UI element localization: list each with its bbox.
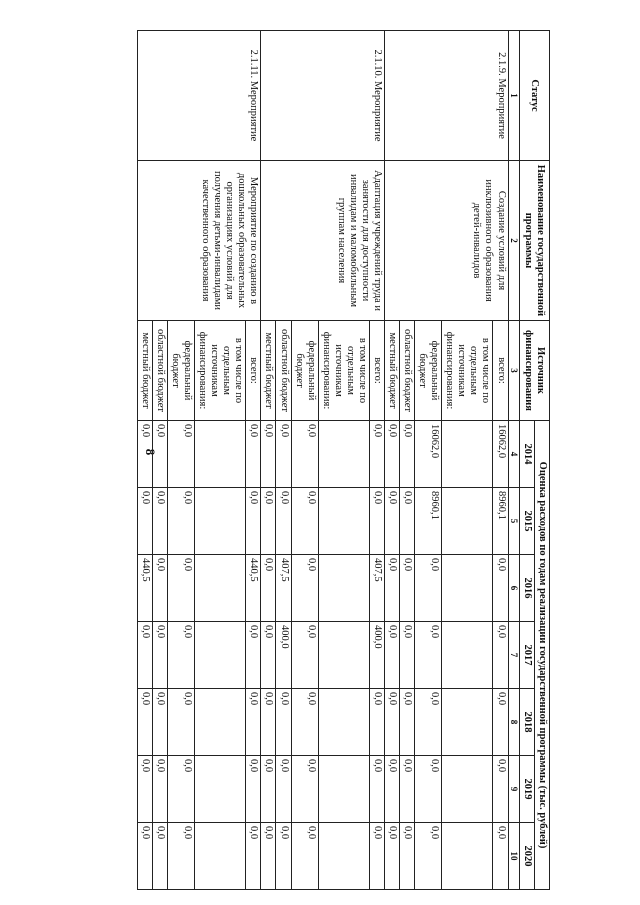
- value-cell: [442, 756, 493, 823]
- column-index: 3: [508, 321, 519, 421]
- value-cell: [318, 421, 369, 488]
- value-cell: 440,5: [246, 555, 261, 622]
- value-cell: [318, 823, 369, 890]
- value-cell: 0,0: [246, 421, 261, 488]
- budget-table: [137, 30, 550, 890]
- value-cell: 0,0: [167, 488, 194, 555]
- value-cell: [442, 488, 493, 555]
- value-cell: 8960,1: [493, 488, 508, 555]
- source-cell: областной бюджет: [400, 321, 415, 421]
- status-cell: 2.1.11. Мероприятие: [137, 31, 261, 161]
- source-cell: федеральный бюджет: [167, 321, 194, 421]
- value-cell: 0,0: [369, 689, 384, 756]
- header-year: 2015: [519, 488, 534, 555]
- value-cell: 0,0: [369, 488, 384, 555]
- value-cell: 0,0: [261, 689, 276, 756]
- source-cell: местный бюджет: [384, 321, 399, 421]
- value-cell: 0,0: [167, 823, 194, 890]
- value-cell: 0,0: [384, 756, 399, 823]
- program-name-cell: Адаптация учреждений труда и занятости для доступности инвалидам и маломобильным группам населения: [261, 161, 385, 321]
- table-row: [493, 31, 508, 890]
- column-index: 1: [508, 31, 519, 161]
- value-cell: 0,0: [137, 488, 152, 555]
- value-cell: 0,0: [261, 622, 276, 689]
- source-cell: областной бюджет: [276, 321, 291, 421]
- value-cell: 440,5: [137, 555, 152, 622]
- value-cell: 0,0: [276, 488, 291, 555]
- value-cell: 0,0: [493, 756, 508, 823]
- source-cell: федеральный бюджет: [415, 321, 442, 421]
- program-name-cell: Мероприятие по созданию в дошкольных образовательных организациях условий для получения детьми-инвалидами качественного образования: [137, 161, 261, 321]
- header-status: Статус: [519, 31, 549, 161]
- value-cell: 0,0: [291, 622, 318, 689]
- header-program-name: Наименование государственной программы: [519, 161, 549, 321]
- value-cell: [195, 622, 246, 689]
- source-cell: всего:: [369, 321, 384, 421]
- value-cell: 0,0: [152, 689, 167, 756]
- value-cell: 0,0: [276, 756, 291, 823]
- value-cell: 0,0: [291, 689, 318, 756]
- status-cell: 2.1.10. Мероприятие: [261, 31, 385, 161]
- column-index: 7: [508, 622, 519, 689]
- value-cell: 0,0: [152, 622, 167, 689]
- value-cell: 0,0: [400, 421, 415, 488]
- value-cell: 0,0: [246, 689, 261, 756]
- value-cell: 0,0: [291, 555, 318, 622]
- value-cell: 16062,0: [493, 421, 508, 488]
- value-cell: [442, 689, 493, 756]
- header-year: 2018: [519, 689, 534, 756]
- status-cell: 2.1.9. Мероприятие: [384, 31, 508, 161]
- value-cell: [318, 555, 369, 622]
- column-index: 6: [508, 555, 519, 622]
- value-cell: 0,0: [276, 823, 291, 890]
- value-cell: 0,0: [400, 622, 415, 689]
- value-cell: 0,0: [493, 689, 508, 756]
- value-cell: 8960,1: [415, 488, 442, 555]
- value-cell: 407,5: [276, 555, 291, 622]
- column-index: 8: [508, 689, 519, 756]
- header-estimate: Оценка расходов по годам реализации государственной программы (тыс. рублей): [534, 421, 549, 890]
- column-index: 2: [508, 161, 519, 321]
- value-cell: 400,0: [369, 622, 384, 689]
- source-cell: всего:: [493, 321, 508, 421]
- value-cell: [318, 622, 369, 689]
- value-cell: 0,0: [493, 622, 508, 689]
- column-index: 5: [508, 488, 519, 555]
- value-cell: 0,0: [291, 823, 318, 890]
- value-cell: [195, 689, 246, 756]
- value-cell: 0,0: [415, 756, 442, 823]
- header-year: 2017: [519, 622, 534, 689]
- value-cell: 0,0: [261, 488, 276, 555]
- table-row: [246, 31, 261, 890]
- header-index-row: [508, 31, 519, 890]
- source-cell: в том числе по отдельным источникам финансирования:: [442, 321, 493, 421]
- value-cell: 0,0: [400, 756, 415, 823]
- value-cell: 0,0: [261, 756, 276, 823]
- value-cell: 0,0: [291, 488, 318, 555]
- value-cell: [442, 421, 493, 488]
- program-name-cell: Создание условий для инклюзивного образования детей-инвалидов: [384, 161, 508, 321]
- source-cell: в том числе по отдельным источникам финансирования:: [195, 321, 246, 421]
- value-cell: 0,0: [291, 756, 318, 823]
- value-cell: 0,0: [400, 689, 415, 756]
- value-cell: 0,0: [167, 555, 194, 622]
- value-cell: 0,0: [152, 488, 167, 555]
- value-cell: 0,0: [400, 555, 415, 622]
- value-cell: 0,0: [261, 555, 276, 622]
- value-cell: 0,0: [137, 622, 152, 689]
- value-cell: 0,0: [276, 689, 291, 756]
- value-cell: 0,0: [261, 421, 276, 488]
- source-cell: областной бюджет: [152, 321, 167, 421]
- table-row: [369, 31, 384, 890]
- rotated-table-wrapper: [110, 30, 550, 890]
- value-cell: 0,0: [384, 555, 399, 622]
- value-cell: 0,0: [137, 756, 152, 823]
- value-cell: 0,0: [369, 421, 384, 488]
- value-cell: 0,0: [152, 555, 167, 622]
- value-cell: 0,0: [384, 622, 399, 689]
- value-cell: 0,0: [291, 421, 318, 488]
- value-cell: [442, 823, 493, 890]
- page-number: 8: [143, 448, 158, 456]
- value-cell: 400,0: [276, 622, 291, 689]
- value-cell: [318, 756, 369, 823]
- value-cell: [442, 622, 493, 689]
- value-cell: 0,0: [276, 421, 291, 488]
- value-cell: 0,0: [167, 421, 194, 488]
- value-cell: [195, 488, 246, 555]
- value-cell: 0,0: [137, 421, 152, 488]
- value-cell: [318, 488, 369, 555]
- header-source: Источник финансирования: [519, 321, 549, 421]
- value-cell: [195, 823, 246, 890]
- value-cell: 407,5: [369, 555, 384, 622]
- value-cell: 0,0: [415, 555, 442, 622]
- value-cell: 0,0: [167, 689, 194, 756]
- value-cell: 0,0: [137, 823, 152, 890]
- value-cell: 0,0: [415, 823, 442, 890]
- value-cell: [195, 421, 246, 488]
- value-cell: 0,0: [384, 421, 399, 488]
- value-cell: 0,0: [246, 756, 261, 823]
- table-body: [137, 31, 508, 890]
- value-cell: 0,0: [400, 823, 415, 890]
- value-cell: [318, 689, 369, 756]
- value-cell: 0,0: [246, 488, 261, 555]
- header-year: 2014: [519, 421, 534, 488]
- value-cell: 0,0: [369, 756, 384, 823]
- value-cell: 0,0: [152, 823, 167, 890]
- value-cell: 0,0: [137, 689, 152, 756]
- value-cell: [195, 555, 246, 622]
- value-cell: 0,0: [152, 756, 167, 823]
- value-cell: 0,0: [415, 622, 442, 689]
- value-cell: 0,0: [246, 823, 261, 890]
- source-cell: федеральный бюджет: [291, 321, 318, 421]
- value-cell: [195, 756, 246, 823]
- source-cell: в том числе по отдельным источникам финансирования:: [318, 321, 369, 421]
- value-cell: 16062,0: [415, 421, 442, 488]
- value-cell: 0,0: [384, 823, 399, 890]
- header-year: 2019: [519, 756, 534, 823]
- value-cell: 0,0: [400, 488, 415, 555]
- value-cell: 0,0: [369, 823, 384, 890]
- header-year: 2016: [519, 555, 534, 622]
- value-cell: 0,0: [152, 421, 167, 488]
- value-cell: 0,0: [493, 555, 508, 622]
- header-year: 2020: [519, 823, 534, 890]
- column-index: 10: [508, 823, 519, 890]
- value-cell: 0,0: [246, 622, 261, 689]
- value-cell: [442, 555, 493, 622]
- value-cell: 0,0: [167, 622, 194, 689]
- source-cell: всего:: [246, 321, 261, 421]
- value-cell: 0,0: [493, 823, 508, 890]
- value-cell: 0,0: [167, 756, 194, 823]
- column-index: 4: [508, 421, 519, 488]
- source-cell: местный бюджет: [261, 321, 276, 421]
- value-cell: 0,0: [384, 689, 399, 756]
- column-index: 9: [508, 756, 519, 823]
- source-cell: местный бюджет: [137, 321, 152, 421]
- value-cell: 0,0: [261, 823, 276, 890]
- value-cell: 0,0: [384, 488, 399, 555]
- value-cell: 0,0: [415, 689, 442, 756]
